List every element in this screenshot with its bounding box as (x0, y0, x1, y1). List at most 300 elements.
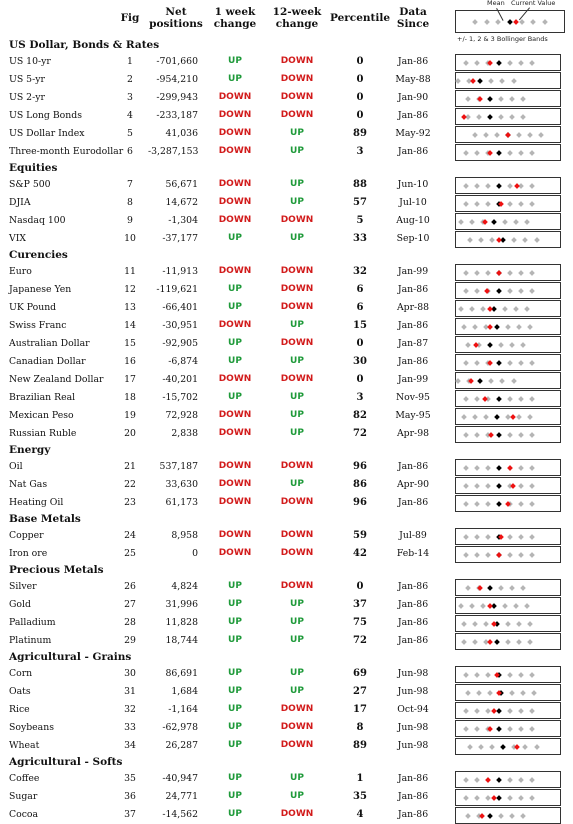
bollinger-band-dot (529, 288, 535, 294)
row-net-positions: -3,287,153 (148, 146, 199, 157)
bollinger-band-dot (518, 672, 524, 678)
row-name: Australian Dollar (9, 338, 90, 349)
bollinger-band-dot (474, 726, 480, 732)
header-since-line2: Since (396, 18, 430, 30)
row-1week-change: UP (228, 56, 242, 66)
bollinger-band-indicator (455, 177, 561, 194)
header-percentile: Percentile (329, 12, 391, 24)
bollinger-band-dot (509, 690, 515, 696)
bollinger-band-indicator (455, 477, 561, 494)
table-row (0, 408, 573, 425)
bollinger-band-dot (518, 432, 524, 438)
bollinger-band-dot (529, 795, 535, 801)
bollinger-band-dot (463, 483, 469, 489)
section-title: Base Metals (9, 513, 81, 525)
bollinger-band-dot (469, 306, 475, 312)
bollinger-band-dot (480, 603, 486, 609)
bollinger-band-dot (518, 501, 524, 507)
legend-current-label: Current Value (511, 0, 556, 7)
row-1week-change: UP (228, 791, 242, 801)
row-net-positions: 86,691 (165, 668, 198, 679)
current-value-dot (487, 639, 493, 645)
bollinger-band-dot (516, 621, 522, 627)
bollinger-band-dot (518, 708, 524, 714)
row-net-positions: 24,771 (165, 791, 198, 802)
bollinger-band-dot (458, 603, 464, 609)
bollinger-band-indicator (455, 702, 561, 719)
bollinger-band-dot (484, 19, 490, 25)
row-12week-change: DOWN (280, 497, 314, 507)
bollinger-band-dot (463, 201, 469, 207)
row-name: US 10-yr (9, 56, 51, 67)
row-net-positions: -233,187 (156, 110, 198, 121)
bollinger-band-dot (516, 324, 522, 330)
row-net-positions: -299,943 (156, 92, 198, 103)
header-fig: Fig (120, 12, 140, 24)
row-net-positions: 0 (192, 548, 198, 559)
mean-dot (487, 813, 493, 819)
row-percentile: 42 (353, 548, 367, 559)
row-net-positions: -1,304 (168, 215, 198, 226)
bollinger-band-dot (518, 465, 524, 471)
mean-dot (478, 78, 484, 84)
row-name: US 5-yr (9, 74, 45, 85)
row-12week-change: DOWN (280, 809, 314, 819)
bollinger-band-dot (507, 288, 513, 294)
bollinger-band-dot (507, 534, 513, 540)
row-12week-change: DOWN (280, 74, 314, 84)
row-data-since: May-92 (395, 128, 431, 139)
bollinger-band-dot (483, 132, 489, 138)
row-name: Heating Oil (9, 497, 64, 508)
section-title: Agricultural - Softs (9, 756, 123, 768)
row-fig: 7 (127, 179, 133, 190)
bollinger-band-dot (502, 306, 508, 312)
bollinger-band-dot (485, 672, 491, 678)
row-name: Gold (9, 599, 31, 610)
bollinger-band-dot (507, 432, 513, 438)
bollinger-band-dot (518, 201, 524, 207)
bollinger-band-dot (463, 708, 469, 714)
bollinger-band-dot (527, 132, 533, 138)
row-net-positions: 61,173 (165, 497, 198, 508)
row-data-since: Jan-86 (397, 617, 429, 628)
bollinger-band-dot (507, 150, 513, 156)
bollinger-band-dot (458, 306, 464, 312)
row-name: Silver (9, 581, 37, 592)
row-1week-change: DOWN (218, 92, 252, 102)
bollinger-band-dot (461, 621, 467, 627)
section-title: Agricultural - Grains (9, 651, 132, 663)
bollinger-band-dot (527, 639, 533, 645)
bollinger-band-dot (518, 270, 524, 276)
row-net-positions: -30,951 (162, 320, 198, 331)
bollinger-band-dot (476, 114, 482, 120)
row-12week-change: DOWN (280, 530, 314, 540)
row-12week-change: UP (290, 668, 304, 678)
header-data-since (388, 6, 438, 30)
bollinger-band-indicator (455, 615, 561, 632)
row-fig: 34 (124, 740, 136, 751)
row-1week-change: UP (228, 704, 242, 714)
mean-dot (494, 414, 500, 420)
bollinger-band-dot (530, 19, 536, 25)
row-12week-change: DOWN (280, 461, 314, 471)
mean-dot (496, 465, 502, 471)
row-percentile: 0 (356, 56, 364, 67)
bollinger-band-dot (474, 150, 480, 156)
bollinger-band-dot (518, 726, 524, 732)
row-name: Japanese Yen (9, 284, 72, 295)
bollinger-band-dot (465, 585, 471, 591)
bollinger-band-dot (523, 744, 529, 750)
table-row (0, 579, 573, 596)
bollinger-band-dot (485, 534, 491, 540)
row-name: Wheat (9, 740, 40, 751)
row-12week-change: DOWN (280, 740, 314, 750)
row-percentile: 3 (356, 392, 364, 403)
mean-dot (487, 96, 493, 102)
row-data-since: Jan-86 (397, 581, 429, 592)
mean-dot (491, 219, 497, 225)
mean-dot (494, 324, 500, 330)
row-name: New Zealand Dollar (9, 374, 104, 385)
bollinger-band-dot (520, 690, 526, 696)
current-value-dot (478, 585, 484, 591)
row-fig: 13 (124, 302, 136, 313)
bollinger-band-dot (489, 378, 495, 384)
bollinger-band-indicator (455, 720, 561, 737)
row-data-since: Sep-10 (396, 233, 430, 244)
row-percentile: 32 (353, 266, 367, 277)
bollinger-band-dot (529, 201, 535, 207)
bollinger-band-dot (474, 60, 480, 66)
mean-dot (496, 288, 502, 294)
bollinger-band-dot (472, 621, 478, 627)
bollinger-band-indicator (455, 495, 561, 512)
bollinger-band-indicator (455, 408, 561, 425)
row-fig: 14 (124, 320, 136, 331)
current-value-dot (482, 219, 488, 225)
row-1week-change: UP (228, 284, 242, 294)
mean-dot (496, 726, 502, 732)
bollinger-band-dot (469, 603, 475, 609)
row-name: Coffee (9, 773, 40, 784)
bollinger-band-dot (529, 777, 535, 783)
bollinger-band-dot (478, 237, 484, 243)
table-row (0, 231, 573, 248)
row-name: Nat Gas (9, 479, 48, 490)
legend-mean-label: Mean (487, 0, 505, 7)
bollinger-band-dot (490, 744, 496, 750)
row-data-since: Jan-86 (397, 146, 429, 157)
bollinger-band-dot (516, 639, 522, 645)
row-name: US 2-yr (9, 92, 45, 103)
table-row (0, 264, 573, 281)
row-data-since: Jan-86 (397, 635, 429, 646)
mean-dot (496, 183, 502, 189)
bollinger-band-dot (529, 150, 535, 156)
row-percentile: 1 (356, 773, 364, 784)
row-data-since: Jan-86 (397, 320, 429, 331)
row-name: S&P 500 (9, 179, 51, 190)
bollinger-band-indicator (455, 666, 561, 683)
mean-dot (478, 378, 484, 384)
bollinger-band-dot (474, 288, 480, 294)
bollinger-band-indicator (455, 108, 561, 125)
row-percentile: 3 (356, 146, 364, 157)
bollinger-band-dot (461, 639, 467, 645)
bollinger-band-dot (474, 360, 480, 366)
row-net-positions: 56,671 (165, 179, 198, 190)
row-net-positions: 31,996 (165, 599, 198, 610)
current-value-dot (487, 306, 493, 312)
row-net-positions: -954,210 (156, 74, 198, 85)
row-1week-change: UP (228, 773, 242, 783)
bollinger-band-dot (473, 19, 479, 25)
row-fig: 20 (124, 428, 136, 439)
current-value-dot (479, 813, 485, 819)
current-value-dot (489, 432, 495, 438)
bollinger-band-dot (518, 483, 524, 489)
bollinger-band-dot (474, 708, 480, 714)
bollinger-band-dot (463, 60, 469, 66)
bollinger-legend-caption: +/- 1, 2 & 3 Bollinger Bands (457, 35, 548, 43)
row-net-positions: -37,177 (162, 233, 198, 244)
bollinger-band-dot (463, 360, 469, 366)
bollinger-band-dot (534, 237, 540, 243)
table-row (0, 684, 573, 701)
row-1week-change: DOWN (218, 428, 252, 438)
row-1week-change: DOWN (218, 128, 252, 138)
bollinger-band-dot (474, 672, 480, 678)
header-12week-change (266, 6, 328, 30)
current-value-dot (468, 378, 474, 384)
row-1week-change: UP (228, 740, 242, 750)
bollinger-band-dot (509, 96, 515, 102)
bollinger-band-indicator (455, 528, 561, 545)
header-net-line1: Net (165, 6, 187, 18)
bollinger-band-dot (465, 96, 471, 102)
row-percentile: 27 (353, 686, 367, 697)
row-percentile: 30 (353, 356, 367, 367)
bollinger-band-dot (463, 396, 469, 402)
row-1week-change: DOWN (218, 461, 252, 471)
row-1week-change: DOWN (218, 374, 252, 384)
table-row (0, 495, 573, 512)
row-net-positions: 72,928 (165, 410, 198, 421)
row-net-positions: -40,201 (162, 374, 198, 385)
mean-dot (496, 432, 502, 438)
row-12week-change: UP (290, 320, 304, 330)
header-net-line2: positions (149, 18, 203, 30)
bollinger-band-dot (461, 324, 467, 330)
row-data-since: May-88 (395, 74, 431, 85)
table-row (0, 372, 573, 389)
mean-dot (496, 150, 502, 156)
bollinger-band-dot (524, 219, 530, 225)
row-1week-change: DOWN (218, 179, 252, 189)
row-percentile: 6 (356, 302, 364, 313)
bollinger-band-dot (461, 414, 467, 420)
row-percentile: 89 (353, 128, 367, 139)
bollinger-band-dot (474, 534, 480, 540)
row-percentile: 37 (353, 599, 367, 610)
bollinger-band-dot (507, 60, 513, 66)
bollinger-band-dot (542, 19, 548, 25)
row-12week-change: DOWN (280, 266, 314, 276)
row-net-positions: -1,164 (168, 704, 198, 715)
row-fig: 4 (127, 110, 133, 121)
row-percentile: 17 (353, 704, 367, 715)
row-1week-change: DOWN (218, 479, 252, 489)
row-percentile: 8 (356, 722, 364, 733)
row-net-positions: 33,630 (165, 479, 198, 490)
bollinger-band-dot (465, 813, 471, 819)
bollinger-band-dot (467, 744, 473, 750)
bollinger-band-dot (463, 150, 469, 156)
row-fig: 24 (124, 530, 136, 541)
bollinger-band-dot (529, 60, 535, 66)
mean-dot (496, 501, 502, 507)
row-1week-change: UP (228, 581, 242, 591)
row-12week-change: UP (290, 635, 304, 645)
row-percentile: 4 (356, 809, 364, 820)
row-percentile: 6 (356, 284, 364, 295)
row-name: Swiss Franc (9, 320, 67, 331)
row-12week-change: UP (290, 179, 304, 189)
bollinger-band-indicator (455, 579, 561, 596)
row-1week-change: DOWN (218, 548, 252, 558)
row-percentile: 15 (353, 320, 367, 331)
row-fig: 30 (124, 668, 136, 679)
row-net-positions: -62,978 (162, 722, 198, 733)
bollinger-band-dot (529, 465, 535, 471)
row-fig: 19 (124, 410, 136, 421)
row-1week-change: UP (228, 233, 242, 243)
row-data-since: Jan-87 (397, 338, 429, 349)
bollinger-band-dot (511, 378, 517, 384)
row-data-since: Jan-86 (397, 284, 429, 295)
bollinger-band-dot (520, 585, 526, 591)
bollinger-band-dot (463, 183, 469, 189)
bollinger-band-dot (520, 96, 526, 102)
row-data-since: Jul-10 (399, 197, 427, 208)
row-net-positions: 26,287 (165, 740, 198, 751)
bollinger-band-dot (518, 552, 524, 558)
table-row (0, 720, 573, 737)
bollinger-band-dot (463, 465, 469, 471)
table-row (0, 195, 573, 212)
bollinger-band-indicator (455, 318, 561, 335)
row-name: Three-month Eurodollar (9, 146, 124, 157)
bollinger-band-dot (498, 585, 504, 591)
bollinger-band-dot (518, 60, 524, 66)
bollinger-band-dot (527, 324, 533, 330)
row-1week-change: DOWN (218, 530, 252, 540)
table-row (0, 300, 573, 317)
bollinger-band-dot (463, 501, 469, 507)
bollinger-band-dot (483, 621, 489, 627)
row-net-positions: 2,838 (171, 428, 198, 439)
row-data-since: Jan-86 (397, 497, 429, 508)
row-fig: 12 (124, 284, 136, 295)
row-12week-change: UP (290, 392, 304, 402)
bollinger-legend-box (455, 10, 565, 33)
row-name: Euro (9, 266, 32, 277)
row-percentile: 0 (356, 74, 364, 85)
bollinger-band-dot (520, 342, 526, 348)
bollinger-band-dot (527, 414, 533, 420)
row-data-since: May-95 (395, 410, 431, 421)
row-data-since: Jan-99 (397, 374, 429, 385)
row-1week-change: UP (228, 722, 242, 732)
row-fig: 27 (124, 599, 136, 610)
bollinger-band-dot (509, 813, 515, 819)
row-percentile: 0 (356, 92, 364, 103)
row-name: Oats (9, 686, 31, 697)
current-value-dot (470, 78, 476, 84)
row-12week-change: DOWN (280, 548, 314, 558)
row-fig: 25 (124, 548, 136, 559)
current-value-dot (478, 96, 484, 102)
bollinger-band-dot (518, 288, 524, 294)
header-1week-line2: change (213, 18, 257, 30)
header-since-line1: Data (399, 6, 427, 18)
bollinger-band-dot (476, 690, 482, 696)
bollinger-band-indicator (455, 144, 561, 161)
header-net-positions (148, 6, 204, 30)
row-fig: 6 (127, 146, 133, 157)
bollinger-band-dot (505, 621, 511, 627)
row-data-since: Apr-98 (396, 428, 430, 439)
bollinger-band-dot (509, 342, 515, 348)
bollinger-band-dot (513, 306, 519, 312)
bollinger-band-dot (529, 501, 535, 507)
row-percentile: 86 (353, 479, 367, 490)
row-1week-change: DOWN (218, 410, 252, 420)
table-row (0, 336, 573, 353)
row-12week-change: DOWN (280, 215, 314, 225)
bollinger-band-indicator (455, 738, 561, 755)
row-fig: 28 (124, 617, 136, 628)
bollinger-band-dot (472, 132, 478, 138)
current-value-dot (487, 603, 493, 609)
mean-dot (494, 639, 500, 645)
row-net-positions: -11,913 (162, 266, 198, 277)
bollinger-band-dot (472, 639, 478, 645)
row-12week-change: DOWN (280, 56, 314, 66)
row-data-since: Jun-10 (397, 179, 429, 190)
row-12week-change: DOWN (280, 284, 314, 294)
header-12week-line1: 12-week (272, 6, 322, 18)
row-1week-change: DOWN (218, 110, 252, 120)
row-1week-change: DOWN (218, 266, 252, 276)
row-name: Rice (9, 704, 30, 715)
table-row (0, 54, 573, 71)
table-row (0, 702, 573, 719)
bollinger-band-dot (529, 396, 535, 402)
bollinger-band-indicator (455, 300, 561, 317)
row-data-since: Jan-86 (397, 791, 429, 802)
row-12week-change: UP (290, 479, 304, 489)
bollinger-band-indicator (455, 126, 561, 143)
bollinger-band-dot (463, 672, 469, 678)
header-1week-line1: 1 week (214, 6, 256, 18)
table-row (0, 459, 573, 476)
row-12week-change: UP (290, 428, 304, 438)
bollinger-band-dot (485, 552, 491, 558)
